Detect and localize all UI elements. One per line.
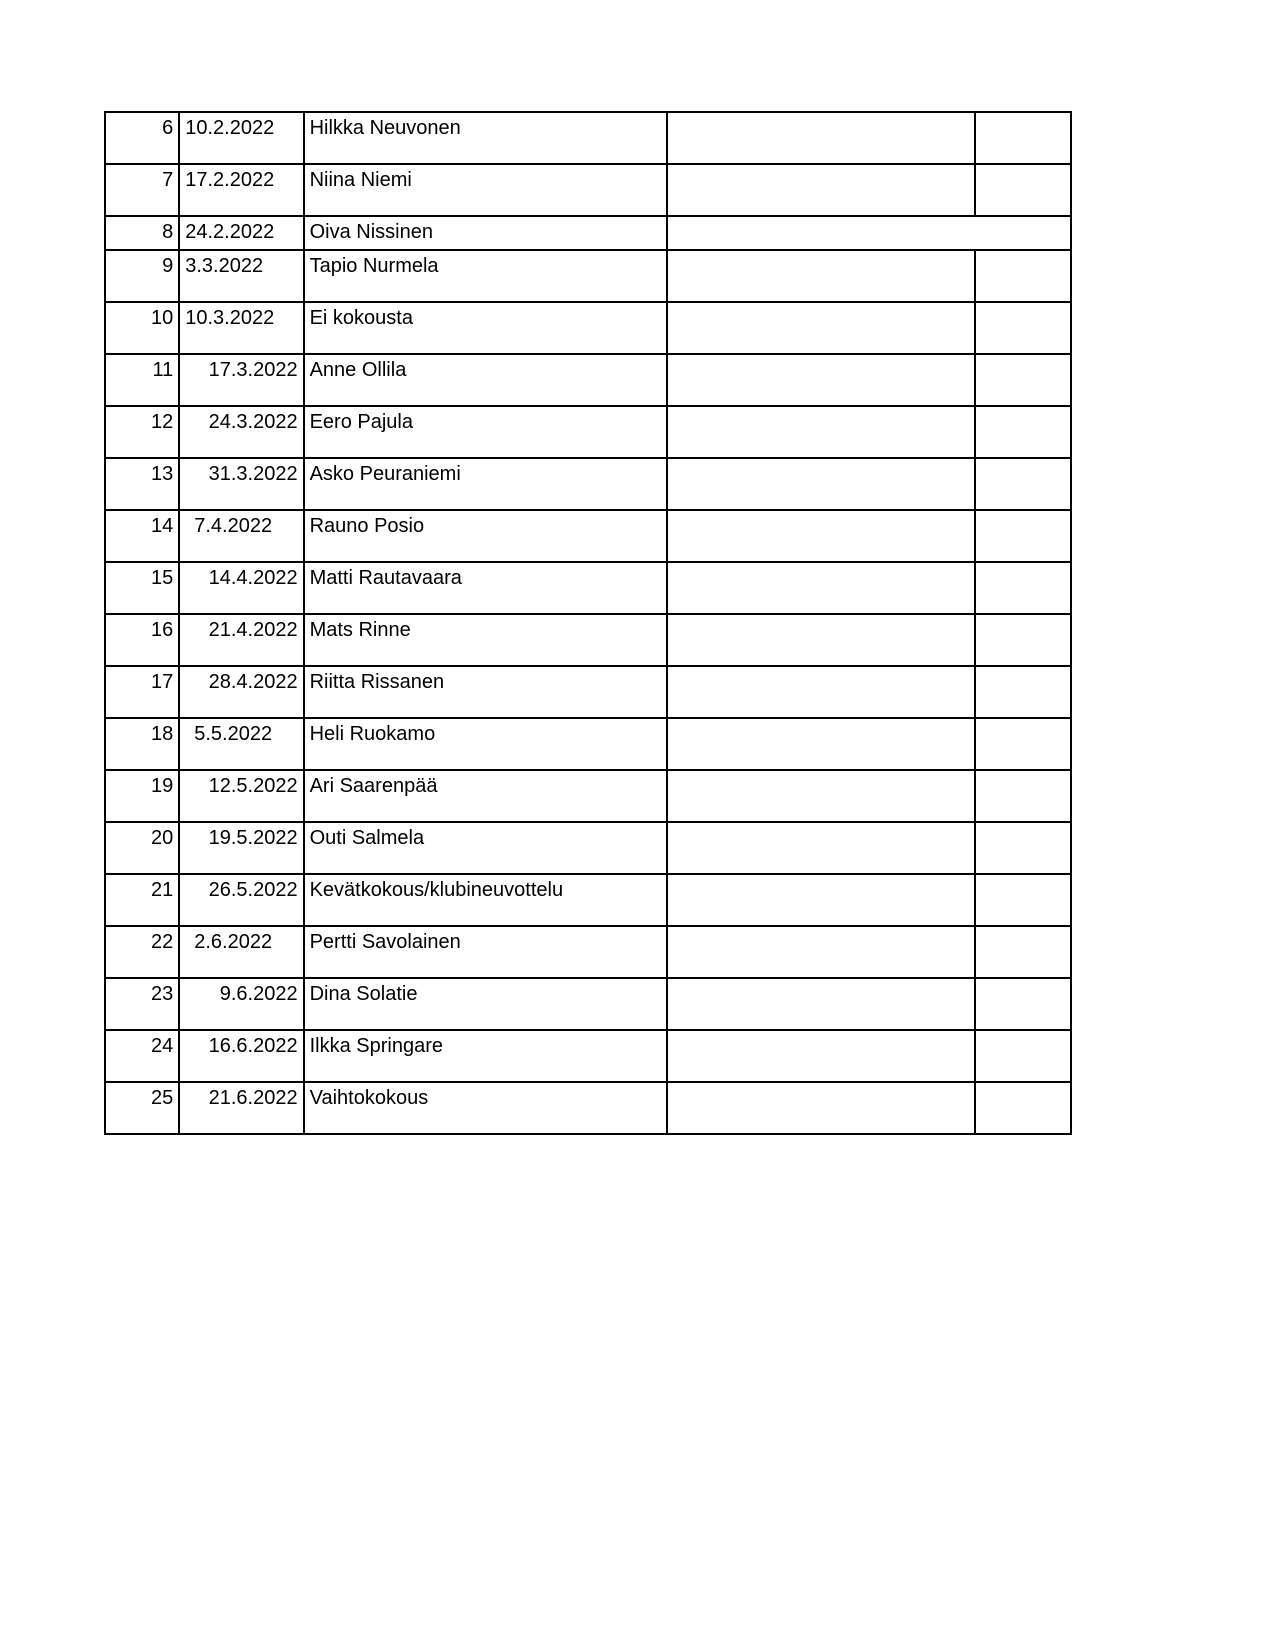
table-row	[105, 354, 1071, 406]
empty-cell	[975, 978, 1071, 1030]
row-number: 19	[105, 770, 179, 822]
empty-cell	[975, 406, 1071, 458]
presenter-name: Outi Salmela	[304, 822, 667, 874]
table-row	[105, 164, 1071, 216]
meeting-date: 9.6.2022	[179, 978, 303, 1030]
meeting-date: 16.6.2022	[179, 1030, 303, 1082]
row-number: 9	[105, 250, 179, 302]
meeting-schedule-table	[104, 111, 1072, 1135]
empty-cell	[667, 1030, 975, 1082]
table-row	[105, 510, 1071, 562]
row-number: 20	[105, 822, 179, 874]
table-row	[105, 562, 1071, 614]
table-row	[105, 250, 1071, 302]
row-number: 7	[105, 164, 179, 216]
presenter-name: Riitta Rissanen	[304, 666, 667, 718]
meeting-date: 31.3.2022	[179, 458, 303, 510]
row-number: 17	[105, 666, 179, 718]
empty-cell	[975, 562, 1071, 614]
table-row	[105, 978, 1071, 1030]
table-row	[105, 216, 1071, 250]
empty-cell	[975, 822, 1071, 874]
empty-cell	[667, 164, 975, 216]
empty-cell	[975, 614, 1071, 666]
row-number: 16	[105, 614, 179, 666]
meeting-date: 24.2.2022	[179, 216, 303, 250]
presenter-name: Eero Pajula	[304, 406, 667, 458]
empty-cell	[667, 1082, 975, 1134]
empty-cell	[667, 354, 975, 406]
empty-cell	[667, 978, 975, 1030]
meeting-date: 28.4.2022	[179, 666, 303, 718]
row-number: 23	[105, 978, 179, 1030]
meeting-date: 26.5.2022	[179, 874, 303, 926]
row-number: 13	[105, 458, 179, 510]
table-row	[105, 1030, 1071, 1082]
row-number: 8	[105, 216, 179, 250]
presenter-name: Ari Saarenpää	[304, 770, 667, 822]
presenter-name: Hilkka Neuvonen	[304, 112, 667, 164]
meeting-date: 21.6.2022	[179, 1082, 303, 1134]
empty-cell	[667, 770, 975, 822]
empty-cell	[975, 354, 1071, 406]
empty-cell	[975, 458, 1071, 510]
empty-cell	[667, 874, 975, 926]
table-row	[105, 1082, 1071, 1134]
meeting-date: 19.5.2022	[179, 822, 303, 874]
meeting-date: 10.2.2022	[179, 112, 303, 164]
meeting-date: 17.3.2022	[179, 354, 303, 406]
presenter-name: Vaihtokokous	[304, 1082, 667, 1134]
meeting-date: 21.4.2022	[179, 614, 303, 666]
meeting-date: 5.5.2022	[179, 718, 303, 770]
presenter-name: Ei kokousta	[304, 302, 667, 354]
empty-cell	[667, 822, 975, 874]
table-row	[105, 822, 1071, 874]
table-row	[105, 302, 1071, 354]
empty-cell	[975, 1030, 1071, 1082]
row-number: 14	[105, 510, 179, 562]
meeting-date: 17.2.2022	[179, 164, 303, 216]
empty-cell	[975, 926, 1071, 978]
row-number: 18	[105, 718, 179, 770]
row-number: 6	[105, 112, 179, 164]
table-row	[105, 112, 1071, 164]
table-row	[105, 614, 1071, 666]
meeting-date: 12.5.2022	[179, 770, 303, 822]
row-number: 12	[105, 406, 179, 458]
empty-cell	[975, 874, 1071, 926]
empty-cell	[667, 718, 975, 770]
empty-cell	[975, 770, 1071, 822]
schedule-body	[105, 112, 1071, 1134]
presenter-name: Rauno Posio	[304, 510, 667, 562]
table-row	[105, 718, 1071, 770]
table-row	[105, 406, 1071, 458]
presenter-name: Tapio Nurmela	[304, 250, 667, 302]
meeting-date: 10.3.2022	[179, 302, 303, 354]
table-row	[105, 458, 1071, 510]
meeting-date: 14.4.2022	[179, 562, 303, 614]
presenter-name: Matti Rautavaara	[304, 562, 667, 614]
row-number: 10	[105, 302, 179, 354]
row-number: 24	[105, 1030, 179, 1082]
empty-cell	[975, 510, 1071, 562]
presenter-name: Pertti Savolainen	[304, 926, 667, 978]
empty-cell	[975, 718, 1071, 770]
table-row	[105, 770, 1071, 822]
empty-merged-cell	[667, 216, 1071, 250]
empty-cell	[975, 666, 1071, 718]
empty-cell	[667, 112, 975, 164]
empty-cell	[975, 1082, 1071, 1134]
empty-cell	[667, 406, 975, 458]
row-number: 22	[105, 926, 179, 978]
row-number: 11	[105, 354, 179, 406]
empty-cell	[667, 458, 975, 510]
table-row	[105, 666, 1071, 718]
meeting-date: 2.6.2022	[179, 926, 303, 978]
row-number: 25	[105, 1082, 179, 1134]
presenter-name: Niina Niemi	[304, 164, 667, 216]
presenter-name: Oiva Nissinen	[304, 216, 667, 250]
presenter-name: Ilkka Springare	[304, 1030, 667, 1082]
presenter-name: Anne Ollila	[304, 354, 667, 406]
row-number: 21	[105, 874, 179, 926]
empty-cell	[667, 926, 975, 978]
meeting-date: 24.3.2022	[179, 406, 303, 458]
row-number: 15	[105, 562, 179, 614]
presenter-name: Heli Ruokamo	[304, 718, 667, 770]
empty-cell	[667, 250, 975, 302]
meeting-date: 7.4.2022	[179, 510, 303, 562]
presenter-name: Asko Peuraniemi	[304, 458, 667, 510]
empty-cell	[667, 614, 975, 666]
empty-cell	[975, 112, 1071, 164]
empty-cell	[667, 302, 975, 354]
presenter-name: Kevätkokous/klubineuvottelu	[304, 874, 667, 926]
empty-cell	[975, 250, 1071, 302]
empty-cell	[975, 302, 1071, 354]
meeting-date: 3.3.2022	[179, 250, 303, 302]
table-row	[105, 874, 1071, 926]
presenter-name: Dina Solatie	[304, 978, 667, 1030]
empty-cell	[667, 510, 975, 562]
empty-cell	[667, 666, 975, 718]
presenter-name: Mats Rinne	[304, 614, 667, 666]
empty-cell	[667, 562, 975, 614]
empty-cell	[975, 164, 1071, 216]
table-row	[105, 926, 1071, 978]
